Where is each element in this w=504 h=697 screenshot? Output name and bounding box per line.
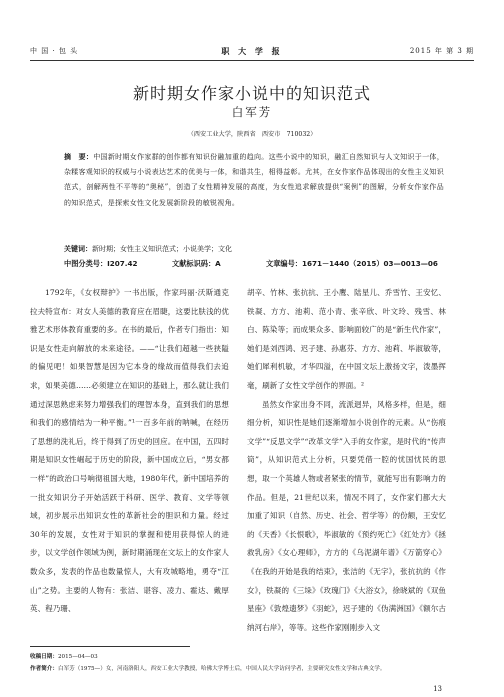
keywords-label: 关键词： [64,245,92,253]
received-value: 2015—04—03 [57,654,98,660]
running-header [30,44,474,58]
header-rule [30,60,474,61]
clc-number: 中图分类号：I207.42 [64,259,138,268]
author-bio-text: 白军芳（1975—）女，河南洛阳人，西安工业大学教授，哈佛大学博士后，中国人民大学访问学者，主要研究女性文学和古典文学。 [57,666,386,672]
body-paragraph: 虽然女作家出身不同，流派迥异，风格多样，但是，细细分析，知识性是她们逐渐增加小说创作的元素。从“伤痕文学”“反思文学”“改革文学”入手的女作家，是时代的“传声筒”，从知识范式上分析，只要凭借一腔的忧国忧民的思想，取一个英雄人物或者紧张的情节，就能写出有影响力的作品。但是，21世纪以来，情况不同了，女作家们都大大加重了知识（自然、历史、社会、哲学等）的份额，王安忆的《天香》《长恨歌》，毕淑敏的《预约死亡》《红处方》《拯救乳房》《女心理师》，方方的《乌泥湖年谱》《万箭穿心》《在我的开始是我的结束》，张洁的《无字》，张抗抗的《作女》，铁凝的《三垛》《玫瑰门》《大浴女》，徐晓斌的《双鱼星座》《敦煌遗梦》《羽蛇》，迟子建的《伪满洲国》《额尔古纳河右岸》，等等。这些作家刚刚步入文 [247,399,446,632]
author-affiliation: （西安工业大学，陕西省 西安市 710032） [187,131,317,138]
body-paragraph-continued: 胡辛、竹林、张抗抗、王小鹰、陆星儿、乔雪竹、王安忆、铁凝、方方、池莉、范小青、张辛欣、叶文玲、残雪、林白、陈染等；而成果众多、影响面较广的是“新生代作家”，她们是刘西鸿、迟子建、孙惠芬、方方、池莉、毕淑敏等，她们犀利机敏，才华四溢，在中国文坛上激扬文字，泼墨挥毫，刷新了女性文学创作的界面。² [247,288,446,390]
header-location: 中 国 · 包 头 [30,47,79,55]
footnote-rule [30,646,190,647]
body-column-left [30,284,229,644]
header-issue: 2015 年 第 3 期 [409,47,474,55]
abstract-text: 中国新时期女作家群的创作都有知识份融加重的趋向。这些小说中的知识，融汇自然知识与人文知识于一体，杂糅客观知识的权威与小说表达艺术的优美与一体，和谐共生，相得益彰。尤其，在女作家作品体现出的女性主义知识范式，剖解两性不平等的“奥秘”，创造了女性精神发展的高度，为女性追求解放提供“案例”的图解，分析女作家作品的知识范式，是探索女性文化发展新阶段的敏锐视角。 [64,153,444,207]
author-bio [30,664,474,672]
author-bio-label: 作者简介： [30,666,58,672]
document-code: 文献标识码：A [172,259,221,268]
body-column-right [247,284,446,644]
received-label: 收稿日期： [30,654,58,660]
keywords [64,244,454,254]
keywords-text: 新时期；女性主义知识范式；小说美学；文化 [92,245,232,253]
received-date [30,652,474,660]
header-journal: 职 大 学 报 [221,46,283,56]
abstract-label: 摘 要： [64,153,94,161]
abstract [64,150,444,211]
article-title: 新时期女作家小说中的知识范式 [132,84,371,103]
author-name: 白军芳 [231,105,273,119]
article-number: 文章编号：1671－1440（2015）03—0013—06 [266,259,438,268]
page-number: 13 [433,685,442,693]
body-paragraph: 1792年，《女权辩护》一书出版，作家玛丽·沃斯通克拉夫特宣布：对女人美德的教育应在眉睫，这要比肤浅的优雅艺术形体教育重要的多。在书的最后，作者专门指出：知识是女性走向解放的未来途径。——“让我们超越一些狭隘的偏见吧！如果智慧是因为它本身的缘故而值得我们去追求，如果美德……必须建立在知识的基础上，那么就让我们通过深思熟虑来努力增强我们的理智本身，直到我们的思想和我们的感情结为一种平衡。”¹一百多年前的呐喊，在经历了思想的洗礼后，终于得到了历史的回应。在中国，五四时期是知识女性崛起于历史的阶段，新中国成立后，“男女都一样”的政治口号响彻祖国大地，1980年代，新中国培养的一批女知识分子开始活跃于科研、医学、教育、文学等领域，初步展示出知识女性的革新社会的胆识和力量。经过30年的发展，女性对于知识的掌握和使用获得惊人的进步，以文学创作领域为例，新时期涌现在文坛上的女作家人数众多，发表的作品也数量惊人，大有攻城略地，勇夺“江山”之势。主要的人物有：张洁、谌容、凌力、霍达、戴厚英、程乃珊、 [30,288,229,614]
